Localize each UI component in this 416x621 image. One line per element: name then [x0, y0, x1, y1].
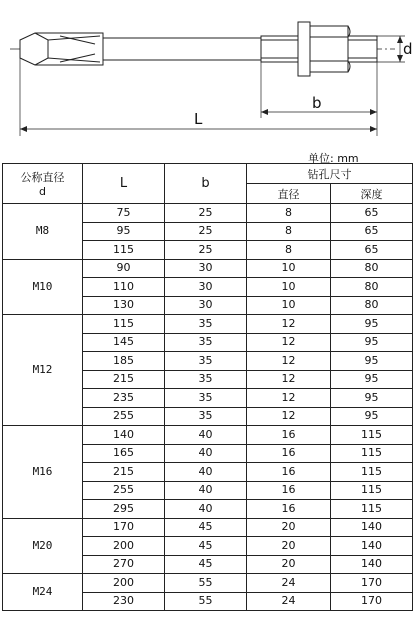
thread-length-cell: 35: [165, 407, 247, 426]
thread-length-cell: 35: [165, 315, 247, 334]
drill-diameter-cell: 12: [247, 370, 331, 389]
drill-depth-cell: 95: [331, 370, 413, 389]
drill-depth-cell: 95: [331, 352, 413, 371]
header-nominal-diameter-symbol: d: [39, 185, 46, 198]
header-nominal-diameter-label: 公称直径: [20, 171, 65, 184]
length-cell: 295: [83, 500, 165, 519]
drill-depth-cell: 140: [331, 555, 413, 574]
size-cell: M12: [3, 315, 83, 426]
dim-b-label: b: [312, 94, 322, 112]
drill-diameter-cell: 8: [247, 241, 331, 260]
thread-length-cell: 40: [165, 481, 247, 500]
length-cell: 165: [83, 444, 165, 463]
drill-depth-cell: 170: [331, 574, 413, 593]
drill-depth-cell: 65: [331, 241, 413, 260]
unit-label: 单位: mm: [308, 152, 359, 165]
length-cell: 235: [83, 389, 165, 408]
thread-length-cell: 40: [165, 426, 247, 445]
drill-depth-cell: 95: [331, 315, 413, 334]
length-cell: 215: [83, 370, 165, 389]
thread-length-cell: 40: [165, 444, 247, 463]
size-cell: M16: [3, 426, 83, 519]
drill-depth-cell: 95: [331, 407, 413, 426]
drill-diameter-cell: 12: [247, 333, 331, 352]
drill-diameter-cell: 20: [247, 537, 331, 556]
thread-length-cell: 45: [165, 518, 247, 537]
drill-diameter-cell: 10: [247, 259, 331, 278]
thread-length-cell: 55: [165, 574, 247, 593]
drill-depth-cell: 115: [331, 481, 413, 500]
length-cell: 270: [83, 555, 165, 574]
thread-length-cell: 40: [165, 500, 247, 519]
dim-L-label: L: [194, 110, 203, 128]
drill-diameter-cell: 12: [247, 315, 331, 334]
length-cell: 115: [83, 315, 165, 334]
header-L: L: [83, 164, 165, 204]
length-cell: 115: [83, 241, 165, 260]
length-cell: 255: [83, 407, 165, 426]
thread-length-cell: 55: [165, 592, 247, 611]
thread-length-cell: 25: [165, 204, 247, 223]
drill-depth-cell: 65: [331, 222, 413, 241]
thread-length-cell: 25: [165, 222, 247, 241]
length-cell: 200: [83, 574, 165, 593]
drill-diameter-cell: 16: [247, 426, 331, 445]
spec-table: [2, 163, 413, 611]
size-cell: M8: [3, 204, 83, 260]
drill-diameter-cell: 24: [247, 592, 331, 611]
drill-depth-cell: 115: [331, 463, 413, 482]
drill-diameter-cell: 16: [247, 444, 331, 463]
table-row: [3, 204, 413, 223]
drill-diameter-cell: 20: [247, 555, 331, 574]
thread-length-cell: 25: [165, 241, 247, 260]
length-cell: 200: [83, 537, 165, 556]
length-cell: 170: [83, 518, 165, 537]
drill-diameter-cell: 20: [247, 518, 331, 537]
thread-length-cell: 45: [165, 537, 247, 556]
size-cell: M20: [3, 518, 83, 574]
drill-depth-cell: 80: [331, 296, 413, 315]
size-cell: M10: [3, 259, 83, 315]
header-drill-depth: 深度: [331, 184, 413, 204]
drill-diameter-cell: 24: [247, 574, 331, 593]
length-cell: 75: [83, 204, 165, 223]
length-cell: 145: [83, 333, 165, 352]
header-nominal-diameter: [3, 164, 83, 204]
table-row: [3, 574, 413, 593]
drill-diameter-cell: 12: [247, 389, 331, 408]
length-cell: 130: [83, 296, 165, 315]
drill-diameter-cell: 8: [247, 222, 331, 241]
drill-depth-cell: 115: [331, 426, 413, 445]
length-cell: 230: [83, 592, 165, 611]
drill-depth-cell: 140: [331, 537, 413, 556]
size-cell: M24: [3, 574, 83, 611]
length-cell: 255: [83, 481, 165, 500]
drill-depth-cell: 170: [331, 592, 413, 611]
drill-diameter-cell: 10: [247, 296, 331, 315]
header-drill-size: 钻孔尺寸: [247, 164, 413, 184]
table-row: [3, 518, 413, 537]
thread-length-cell: 30: [165, 278, 247, 297]
thread-length-cell: 40: [165, 463, 247, 482]
thread-length-cell: 35: [165, 370, 247, 389]
drill-depth-cell: 115: [331, 444, 413, 463]
header-b: b: [165, 164, 247, 204]
thread-length-cell: 30: [165, 296, 247, 315]
drill-depth-cell: 95: [331, 389, 413, 408]
thread-length-cell: 35: [165, 333, 247, 352]
table-row: [3, 259, 413, 278]
length-cell: 110: [83, 278, 165, 297]
table-row: [3, 426, 413, 445]
drill-depth-cell: 65: [331, 204, 413, 223]
length-cell: 215: [83, 463, 165, 482]
thread-length-cell: 35: [165, 352, 247, 371]
drill-diameter-cell: 16: [247, 500, 331, 519]
drill-depth-cell: 115: [331, 500, 413, 519]
length-cell: 90: [83, 259, 165, 278]
spec-table-body: [3, 204, 413, 611]
header-drill-diameter: 直径: [247, 184, 331, 204]
drill-depth-cell: 95: [331, 333, 413, 352]
drill-diameter-cell: 12: [247, 407, 331, 426]
drill-depth-cell: 80: [331, 259, 413, 278]
thread-length-cell: 45: [165, 555, 247, 574]
length-cell: 95: [83, 222, 165, 241]
length-cell: 185: [83, 352, 165, 371]
drill-depth-cell: 80: [331, 278, 413, 297]
drill-depth-cell: 140: [331, 518, 413, 537]
table-row: [3, 315, 413, 334]
dim-d-label: d: [403, 40, 413, 58]
drill-diameter-cell: 8: [247, 204, 331, 223]
thread-length-cell: 35: [165, 389, 247, 408]
drill-diameter-cell: 10: [247, 278, 331, 297]
drill-diameter-cell: 16: [247, 481, 331, 500]
length-cell: 140: [83, 426, 165, 445]
drill-diameter-cell: 12: [247, 352, 331, 371]
thread-length-cell: 30: [165, 259, 247, 278]
anchor-bolt-drawing: [0, 0, 416, 148]
drill-diameter-cell: 16: [247, 463, 331, 482]
